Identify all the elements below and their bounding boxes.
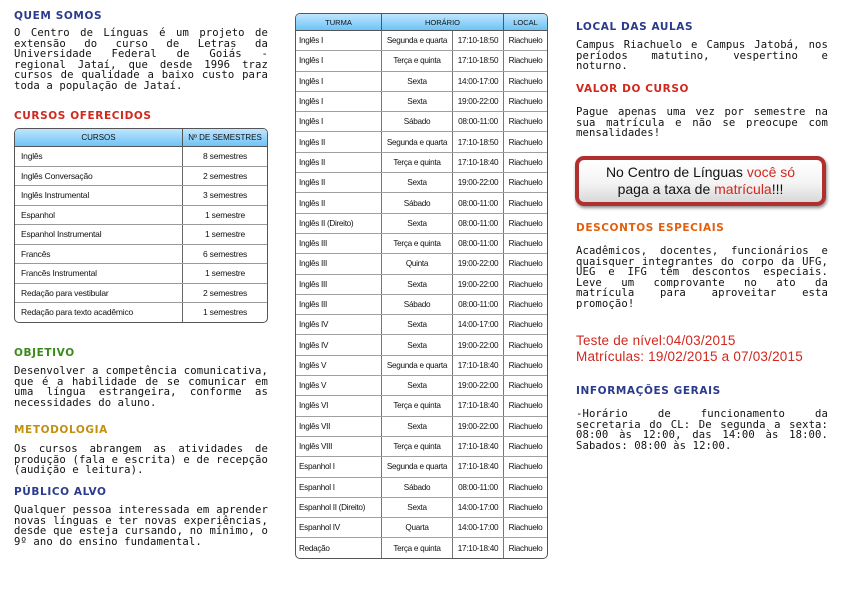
schedule-turma: Inglês V [296,356,382,375]
schedule-row [296,457,547,477]
schedule-time: 19:00-22:00 [453,92,504,111]
schedule-row [296,498,547,518]
schedule-row [296,437,547,457]
schedule-days: Sábado [382,295,453,314]
schedule-row [296,31,547,51]
quem-somos-text: O Centro de Línguas é um projeto de extensão do curso de Letras da Universidade Federal de Goiás - regional Jataí, que desde 1996 traz cursos de qualidade a baixo custo para toda a população de Jataí. [14,27,268,92]
course-name: Inglês Instrumental [15,186,183,205]
schedule-time: 17:10-18:50 [453,51,504,70]
schedule-days: Sábado [382,193,453,212]
courses-table-header [15,129,267,147]
banner-text-1: No Centro de Línguas [605,164,747,180]
schedule-time: 19:00-22:00 [453,376,504,395]
schedule-header-local: LOCAL [513,17,538,27]
course-name: Espanhol Instrumental [15,225,183,244]
schedule-time: 17:10-18:40 [453,356,504,375]
schedule-row [296,538,547,557]
schedule-row [296,376,547,396]
schedule-days: Sexta [382,498,453,517]
schedule-turma: Inglês IV [296,315,382,334]
schedule-turma: Inglês III [296,295,382,314]
course-semesters: 1 semestre [204,209,246,220]
course-row [15,303,267,322]
course-row [15,206,267,226]
schedule-turma: Inglês III [296,275,382,294]
schedule-time: 08:00-11:00 [453,478,504,497]
schedule-turma: Inglês III [296,254,382,273]
schedule-time: 14:00-17:00 [453,72,504,91]
schedule-row [296,214,547,234]
course-semesters: 1 semestre [204,229,246,240]
publico-text: Qualquer pessoa interessada em aprender novas línguas e ter novas experiências, desde que esteja cursando, no mínimo, o 9º ano do ensino fundamental. [14,504,268,548]
schedule-row [296,234,547,254]
schedule-days: Sexta [382,92,453,111]
schedule-row [296,417,547,437]
schedule-local: Riachuelo [508,340,543,350]
course-semesters: 1 semestres [202,307,248,318]
schedule-turma: Inglês II (Direito) [296,214,382,233]
schedule-local: Riachuelo [508,76,543,86]
schedule-turma: Inglês VII [296,417,382,436]
schedule-time: 17:10-18:40 [453,437,504,456]
schedule-days: Segunda e quarta [382,457,453,476]
schedule-days: Terça e quinta [382,51,453,70]
schedule-row [296,132,547,152]
schedule-row [296,315,547,335]
schedule-local: Riachuelo [508,401,543,411]
schedule-days: Sexta [382,173,453,192]
schedule-days: Quarta [382,518,453,537]
schedule-time: 17:10-18:40 [453,538,504,557]
schedule-time: 08:00-11:00 [453,214,504,233]
schedule-days: Sexta [382,275,453,294]
course-name: Espanhol [15,206,183,225]
schedule-turma: Inglês I [296,112,382,131]
schedule-local: Riachuelo [508,502,543,512]
course-row [15,186,267,206]
objetivo-text: Desenvolver a competência comunicativa, que é a habilidade de se comunicar em uma língua estrangeira, conforme as necessidades do aluno. [14,365,268,409]
schedule-header-horario: HORÁRIO [382,14,504,30]
schedule-time: 08:00-11:00 [453,295,504,314]
schedule-header [296,14,547,31]
course-row [15,225,267,245]
schedule-turma: Espanhol I [296,478,382,497]
valor-heading: VALOR DO CURSO [576,83,690,95]
schedule-table [295,13,548,559]
schedule-days: Sexta [382,214,453,233]
schedule-local: Riachuelo [508,56,543,66]
schedule-row [296,112,547,132]
schedule-turma: Inglês IV [296,335,382,354]
schedule-time: 19:00-22:00 [453,417,504,436]
course-name: Inglês Conversação [15,167,183,186]
schedule-time: 14:00-17:00 [453,315,504,334]
schedule-time: 17:10-18:40 [453,153,504,172]
schedule-local: Riachuelo [508,198,543,208]
schedule-days: Terça e quinta [382,153,453,172]
valor-text: Pague apenas uma vez por semestre na sua matrícula e não se preocupe com mensalidades! [576,106,828,139]
schedule-days: Sexta [382,417,453,436]
courses-table [14,128,268,323]
schedule-local: Riachuelo [508,320,543,330]
schedule-row [296,254,547,274]
schedule-days: Terça e quinta [382,437,453,456]
courses-header-name: CURSOS [15,129,183,146]
schedule-local: Riachuelo [508,97,543,107]
schedule-time: 08:00-11:00 [453,234,504,253]
schedule-time: 17:10-18:40 [453,457,504,476]
schedule-days: Sexta [382,315,453,334]
schedule-days: Sexta [382,335,453,354]
course-semesters: 2 semestres [202,170,248,181]
schedule-days: Terça e quinta [382,538,453,557]
schedule-turma: Redação [296,538,382,557]
schedule-days: Sexta [382,376,453,395]
local-heading: LOCAL DAS AULAS [576,21,694,33]
banner-text-4: matrícula [714,181,772,197]
schedule-local: Riachuelo [508,178,543,188]
banner-text-3: paga a taxa de [617,181,715,197]
schedule-turma: Inglês V [296,376,382,395]
schedule-turma: Inglês II [296,132,382,151]
schedule-local: Riachuelo [508,360,543,370]
course-name: Redação para texto acadêmico [15,303,183,322]
schedule-local: Riachuelo [508,157,543,167]
schedule-turma: Inglês I [296,51,382,70]
course-row [15,284,267,304]
courses-header-semesters: Nº DE SEMESTRES [188,133,262,142]
schedule-local: Riachuelo [508,259,543,269]
schedule-row [296,153,547,173]
schedule-time: 08:00-11:00 [453,193,504,212]
schedule-local: Riachuelo [508,462,543,472]
course-semesters: 2 semestres [202,287,248,298]
schedule-row [296,275,547,295]
schedule-turma: Inglês II [296,153,382,172]
schedule-time: 17:10-18:40 [453,396,504,415]
schedule-time: 17:10-18:50 [453,31,504,50]
schedule-turma: Inglês II [296,173,382,192]
schedule-time: 19:00-22:00 [453,254,504,273]
schedule-row [296,51,547,71]
course-semesters: 1 semestre [204,268,246,279]
schedule-row [296,518,547,538]
schedule-time: 19:00-22:00 [453,173,504,192]
course-name: Inglês [15,147,183,166]
course-name: Redação para vestibular [15,284,183,303]
schedule-local: Riachuelo [508,137,543,147]
metodologia-text: Os cursos abrangem as atividades de produção (fala e escrita) e de recepção (audição e leitura). [14,443,268,476]
schedule-local: Riachuelo [508,543,543,553]
course-row [15,264,267,284]
course-semesters: 8 semestres [202,151,248,162]
local-text: Campus Riachuelo e Campus Jatobá, nos períodos matutino, vespertino e noturno. [576,39,828,72]
banner-text-5: !!! [771,181,784,197]
schedule-header-turma: TURMA [296,14,382,30]
schedule-turma: Espanhol I [296,457,382,476]
schedule-time: 19:00-22:00 [453,335,504,354]
cursos-heading: CURSOS OFERECIDOS [14,110,152,122]
schedule-row [296,72,547,92]
schedule-days: Sexta [382,72,453,91]
course-row [15,167,267,187]
banner-text-2: você só [746,164,796,180]
schedule-local: Riachuelo [508,300,543,309]
schedule-turma: Inglês II [296,193,382,212]
schedule-row [296,396,547,416]
info-heading: INFORMAÇÕES GERAIS [576,385,721,397]
schedule-days: Sábado [382,112,453,131]
schedule-days: Segunda e quarta [382,356,453,375]
schedule-row [296,173,547,193]
teste-nivel-date: Teste de nível:04/03/2015 [576,333,736,348]
descontos-heading: DESCONTOS ESPECIAIS [576,222,725,234]
course-row [15,245,267,265]
schedule-time: 17:10-18:50 [453,132,504,151]
schedule-row [296,335,547,355]
schedule-row [296,193,547,213]
schedule-turma: Inglês I [296,31,382,50]
schedule-row [296,356,547,376]
info-text: -Horário de funcionamento da secretaria do CL: De segunda a sexta: 08:00 às 12:00, das 14:00 às 18:00. Sabados: 08:00 às 12:00. [576,408,828,452]
schedule-local: Riachuelo [508,523,543,533]
objetivo-heading: OBJETIVO [14,347,75,359]
schedule-days: Terça e quinta [382,234,453,253]
schedule-row [296,478,547,498]
descontos-text: Acadêmicos, docentes, funcionários e quaisquer integrantes do corpo da UFG, UEG e IFG têm descontos especiais. Leve um comprovante no ato da matrícula para aproveitar esta promoção! [576,245,828,310]
schedule-local: Riachuelo [508,442,543,452]
schedule-local: Riachuelo [508,381,543,391]
schedule-local: Riachuelo [508,36,543,46]
course-semesters: 3 semestres [202,190,248,201]
publico-heading: PÚBLICO ALVO [14,486,107,498]
schedule-local: Riachuelo [508,482,543,492]
metodologia-heading: METODOLOGIA [14,424,108,436]
schedule-turma: Inglês VIII [296,437,382,456]
schedule-time: 14:00-17:00 [453,498,504,517]
course-row [15,147,267,167]
course-name: Francês [15,245,183,264]
schedule-days: Terça e quinta [382,396,453,415]
schedule-time: 19:00-22:00 [453,275,504,294]
schedule-time: 08:00-11:00 [453,112,504,131]
schedule-turma: Inglês VI [296,396,382,415]
schedule-days: Quinta [382,254,453,273]
course-semesters: 6 semestres [202,248,248,259]
schedule-local: Riachuelo [508,421,543,431]
schedule-local: Riachuelo [508,279,543,289]
schedule-days: Sábado [382,478,453,497]
schedule-days: Segunda e quarta [382,31,453,50]
schedule-local: Riachuelo [508,218,543,228]
schedule-days: Segunda e quarta [382,132,453,151]
schedule-turma: Inglês I [296,92,382,111]
promo-banner [575,156,826,206]
schedule-time: 14:00-17:00 [453,518,504,537]
schedule-turma: Espanhol IV [296,518,382,537]
schedule-row [296,295,547,315]
schedule-turma: Inglês III [296,234,382,253]
schedule-turma: Inglês I [296,72,382,91]
schedule-local: Riachuelo [508,239,543,249]
schedule-turma: Espanhol II (Direito) [296,498,382,517]
matriculas-date: Matrículas: 19/02/2015 a 07/03/2015 [576,349,803,364]
schedule-local: Riachuelo [508,117,543,127]
course-name: Francês Instrumental [15,264,183,283]
quem-somos-heading: QUEM SOMOS [14,10,103,22]
schedule-row [296,92,547,112]
